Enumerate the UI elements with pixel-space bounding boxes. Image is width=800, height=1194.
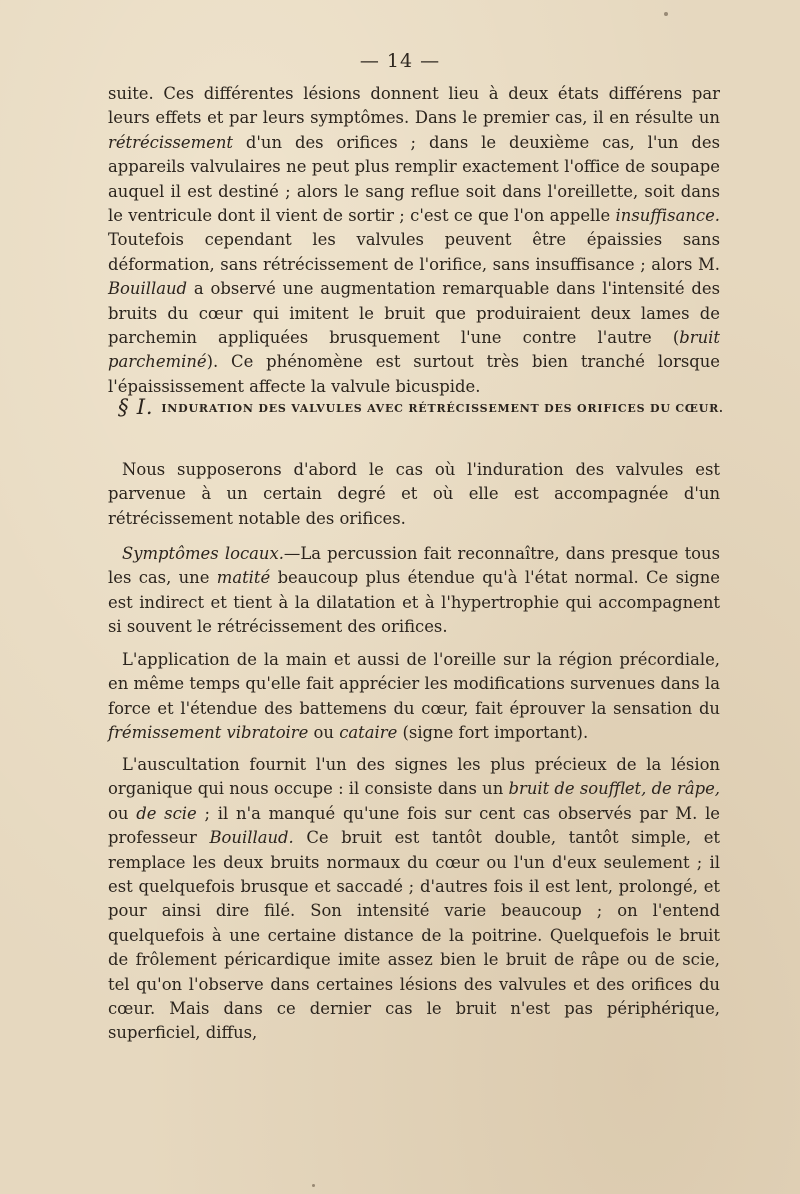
paragraph-text: ou: [108, 803, 137, 823]
paragraph-text: Toutefois cependant les valvules peuvent être épaissies sans déformation, sans rétrécissement de l'orifice, sans insuffisance ; alors M.: [108, 230, 720, 274]
paragraph-supposition: [108, 458, 720, 531]
section-title: INDURATION DES VALVULES AVEC RÉTRÉCISSEMENT DES ORIFICES DU CŒUR.: [161, 402, 724, 415]
paragraph-text: L'auscultation fournit l'un des signes les plus précieux de la lésion organique qui nous occupe : il consiste dans un: [108, 755, 720, 799]
section-symbol: § I.: [118, 395, 154, 419]
paper-speck: [312, 1184, 315, 1187]
italic-term: matité: [216, 568, 271, 588]
paragraph-text: a observé une augmentation remarquable dans l'intensité des bruits du cœur qui imitent le bruit que produiraient deux lames de parchemin appliquées brusquement l'une contre l'autre (: [108, 279, 720, 348]
paragraph-text: ). Ce phénomène est surtout très bien tranché lorsque l'épaississement affecte la valvule bicuspide.: [108, 352, 720, 396]
paragraph-text: ou: [308, 723, 340, 743]
paragraph-text: beaucoup plus étendue qu'à l'état normal. Ce signe est indirect et tient à la dilatation et à l'hypertrophie qui accompagnent si souvent le rétrécissement des orifices.: [108, 568, 720, 637]
italic-term: bruit de soufflet, de râpe,: [508, 779, 720, 799]
italic-term: rétrécissement: [108, 132, 233, 152]
paragraph-lesions: [108, 82, 720, 399]
paragraph-text: Ce bruit est tantôt double, tantôt simple, et remplace les deux bruits normaux du cœur ou l'un d'eux seulement ; il est quelquefois brusque et saccadé ; d'autres fois il est lent, prolongé, et pour ainsi dire filé. Son intensité varie beaucoup ; on l'entend quelquefois à une certaine distance de la poitrine. Quelquefois le bruit de frôlement péricardique imite assez bien le bruit de râpe ou de scie, tel qu'on l'observe dans certaines lésions des valvules et des orifices du cœur. Mais dans ce dernier cas le bruit n'est pas périphérique, superficiel, diffus,: [108, 828, 721, 1043]
italic-heading: Symptômes locaux.: [122, 544, 284, 563]
paragraph-local-symptoms: [108, 542, 720, 640]
italic-term: frémissement vibratoire: [108, 723, 309, 743]
paragraph-text: L'application de la main et aussi de l'oreille sur la région précordiale, en même temps qu'elle fait apprécier les modifications survenues dans la force et l'étendue des battemens du cœur, fait éprouver la sensation du: [108, 650, 720, 718]
paragraph-text: suite. Ces différentes lésions donnent lieu à deux états différens par leurs effets et par leurs symptômes. Dans le premier cas, il en résulte un: [108, 84, 720, 128]
italic-term: de scie: [136, 803, 197, 823]
paragraph-text: ; il n'a manqué qu'une fois sur cent cas observés par M. le professeur: [108, 803, 721, 848]
italic-term: cataire: [339, 723, 398, 743]
page-number: — 14 —: [359, 50, 441, 72]
paragraph-text: (signe fort important).: [397, 723, 589, 743]
paragraph-text: d'un des orifices ; dans le deuxième cas, l'un des appareils valvulaires ne peut plus remplir exactement l'office de soupape auquel il est destiné ; alors le sang reflue soit dans l'oreillette, soit dans le ventricule dont il vient de sortir ; c'est ce que l'on appelle: [108, 132, 720, 226]
paragraph-auscultation: [108, 753, 720, 1046]
paragraph-palpation: [108, 648, 720, 746]
italic-term: insuffisance.: [615, 206, 720, 226]
italic-name: Bouillaud: [108, 279, 188, 299]
paragraph-text: Nous supposerons d'abord le cas où l'induration des valvules est parvenue à un certain degré et où elle est accompagnée d'un rétrécissement notable des orifices.: [108, 460, 720, 528]
italic-term: bruit parcheminé: [108, 328, 720, 372]
italic-name: Bouillaud.: [209, 828, 294, 848]
paper-speck: [664, 12, 668, 16]
section-heading: [118, 395, 724, 419]
paragraph-text: —La percussion fait reconnaître, dans presque tous les cas, une: [108, 544, 720, 588]
